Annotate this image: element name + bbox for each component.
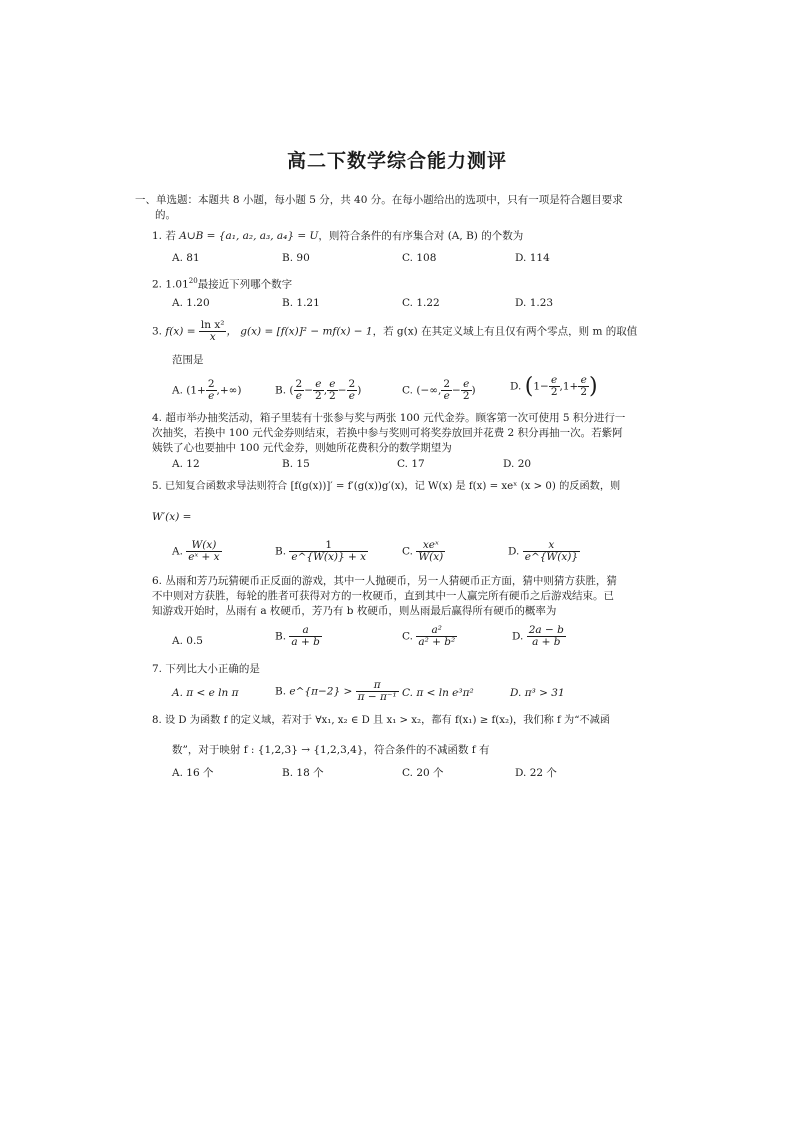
q7-option-d: D. π³ > 31 [510,687,565,699]
q6-line-2: 不中则对方获胜，每轮的胜者可获得对方的一枚硬币，直到其中一人赢完所有硬币之后游戏结束。已 [152,590,614,602]
q3-c-pre: (−∞, [416,384,442,397]
q3-d-d2: 2 [580,386,588,398]
q5-c-fraction [416,540,445,563]
q6-option-b [275,625,322,648]
q8-line-1: 8. 设 D 为函数 f 的定义域，若对于 ∀x₁, x₂ ∈ D 且 x₁ > x₂，都有 f(x₁) ≥ f(x₂)，我们称 f 为“不减函 [152,715,611,726]
q4-option-b: B. 15 [282,458,310,470]
q6-option-d-label: D. [512,630,524,643]
q7-b-num: π [356,680,399,692]
q5-option-d-label: D. [508,545,520,558]
q4-option-a: A. 12 [172,458,200,470]
q6-line-1: 6. 丛雨和芳乃玩猜硬币正反面的游戏，其中一人抛硬币，另一人猜硬币正方面，猜中则猜方获胜，猜 [152,575,617,587]
q8-option-a: A. 16 个 [172,767,214,779]
q6-d-den: a + b [532,636,561,648]
q3-a-den: e [208,390,215,402]
q3-c-frac1 [441,379,452,402]
q5-b-den: e^{W(x)} + x [291,551,367,563]
q3-b-n4: 2 [348,378,356,390]
q3-f-fraction [199,320,227,343]
q7-b-den: π − π⁻¹ [357,691,397,703]
q4-option-c: C. 17 [397,458,425,470]
q3-d-pre: 1− [533,380,549,393]
q6-b-fraction [289,625,321,648]
q3-b-n2: e [313,379,324,391]
q5-option-c [402,540,445,563]
q3-option-b-label: B. [275,384,287,397]
q5-c-den: W(x) [418,551,444,563]
q7-option-a: A. π < e ln π [172,687,239,699]
q5-line-2: W′(x) = [152,511,192,523]
q3-d-left-paren: ( [524,374,534,399]
q3-b-n3: e [327,379,338,391]
q2-option-c: C. 1.22 [402,297,440,309]
q3-f-lhs: f(x) = [165,325,196,338]
q1-option-c: C. 108 [402,252,437,264]
q3-d-n2: e [578,375,589,387]
q2-text: 最接近下列哪个数字 [197,278,293,291]
q5-d-fraction [523,540,580,563]
q3-d-n1: e [549,375,560,387]
q6-b-den: a + b [291,636,320,648]
q5-option-a-label: A. [172,545,183,558]
q3-b-d4: e [348,390,355,402]
q3-option-a-label: A. [172,384,183,397]
q5-c-num: xeˣ [416,540,445,552]
q8-line-2: 数”，对于映射 f : {1,2,3} → {1,2,3,4}，符合条件的不减函数 f 有 [172,744,490,756]
q1-pre: 若 [165,230,176,242]
q6-d-num: 2a − b [528,624,564,636]
q5-option-a [172,540,222,563]
q6-option-d [512,625,566,648]
q3-option-c-label: C. [402,384,413,397]
q3-a-pre: (1+ [186,384,206,397]
q4-line-1: 4. 超市举办抽奖活动，箱子里装有十张参与奖与两张 100 元代金券。顾客第一次可使用 5 积分进行一 [152,412,626,424]
q6-option-a: A. 0.5 [172,635,203,647]
q3-b-d2: 2 [315,390,322,402]
q3-option-d [510,375,598,398]
q6-option-c [402,625,457,648]
q5-option-b-label: B. [275,545,287,558]
q7-b-lhs: e^{π−2} > [289,685,353,698]
q7-b-fraction [356,680,399,703]
q3-number: 3. [152,325,163,338]
q6-b-num: a [289,625,321,637]
q1-post: ，则符合条件的有序集合对 (A, B) 的个数为 [318,230,524,242]
q3-b-frac3 [327,379,338,402]
q6-d-fraction [527,625,566,648]
q5-option-c-label: C. [402,545,413,558]
q5-d-den: e^{W(x)} [524,551,579,563]
q3-option-a [172,379,242,402]
q5-a-fraction [186,540,221,563]
q3-a-post: ,+∞) [216,384,242,397]
q3-f-numerator: ln x² [200,319,225,331]
q7-text: 7. 下列比大小正确的是 [152,663,260,675]
q2-option-a: A. 1.20 [172,297,210,309]
q3-b-frac4 [347,379,358,402]
q3-c-minus: − [452,384,461,397]
q4-option-d: D. 20 [503,458,532,470]
q1-number: 1. [152,230,163,242]
q3-text-2: 范围是 [172,354,204,366]
q3-c-d2: 2 [462,390,470,402]
q5-line-1: 5. 已知复合函数求导法则符合 [f(g(x))]′ = f′(g(x))g′(x)，记 W(x) 是 f(x) = xeˣ (x > 0) 的反函数，则 [152,481,621,492]
q3-b-comma: , [323,384,328,397]
question-1 [152,229,523,244]
q6-c-fraction [416,625,457,648]
q5-d-num: x [523,540,580,552]
q2-option-b: B. 1.21 [282,297,320,309]
q3-b-pre: ( [289,384,294,397]
q2-option-d: D. 1.23 [515,297,554,309]
q3-b-minus1: − [304,384,314,397]
q3-b-d1: e [295,390,302,402]
q3-c-frac2 [461,379,472,402]
q3-c-n2: e [461,379,472,391]
q3-b-frac1 [294,379,305,402]
q5-b-fraction [289,540,368,563]
q6-option-c-label: C. [402,630,413,643]
q6-c-den: a² + b² [418,636,456,648]
q3-option-c [402,379,476,402]
q3-option-b [275,379,361,402]
q7-option-b [275,680,399,703]
q3-d-frac1 [549,375,560,398]
question-2 [152,274,292,293]
q3-d-d1: 2 [550,386,558,398]
q8-option-d: D. 22 个 [515,767,557,779]
q3-option-d-label: D. [510,380,522,393]
q3-a-fraction [206,379,217,402]
q5-option-b [275,540,368,563]
q3-c-n1: 2 [443,378,451,390]
q3-d-frac2 [578,375,589,398]
q1-option-b: B. 90 [282,252,310,264]
section-heading-line2: 的。 [155,209,176,221]
q7-option-b-label: B. [275,685,287,698]
q2-exponent: 20 [188,277,198,285]
q3-a-num: 2 [207,378,215,390]
q5-a-den: eˣ + x [188,551,220,563]
q3-b-d3: 2 [329,390,336,402]
q5-a-num: W(x) [186,540,221,552]
question-3 [152,320,637,343]
q6-option-b-label: B. [275,630,287,643]
q3-d-right-paren: ) [589,374,598,399]
q5-b-num: 1 [289,540,368,552]
q3-c-post: ) [471,384,476,397]
q2-base: 1.01 [165,278,189,291]
page-title: 高二下数学综合能力测评 [286,150,507,172]
q6-line-3: 知游戏开始时，丛雨有 a 枚硬币，芳乃有 b 枚硬币，则丛雨最后赢得所有硬币的概率为 [152,605,557,617]
q3-b-frac2 [313,379,324,402]
q2-number: 2. [152,278,163,291]
q8-option-c: C. 20 个 [402,767,444,779]
q6-c-num: a² [416,625,457,637]
q3-d-mid: ,1+ [559,380,579,393]
q4-line-3: 姨铁了心也要抽中 100 元代金券，则她所花费积分的数学期望为 [152,442,452,454]
q7-option-c: C. π < ln e³π² [402,687,474,699]
q3-c-d1: e [443,390,450,402]
q8-option-b: B. 18 个 [282,767,324,779]
q3-f-denominator: x [209,331,216,343]
q3-b-minus2: − [337,384,347,397]
q1-option-d: D. 114 [515,252,550,264]
q4-line-2: 次抽奖，若换中 100 元代金券则结束，若换中参与奖则可将奖券放回并花费 2 积分再抽一次。若紫阿 [152,427,623,439]
q3-text-1: ，若 g(x) 在其定义域上有且仅有两个零点，则 m 的取值 [372,325,638,338]
section-heading-line1: 一、单选题：本题共 8 小题，每小题 5 分，共 40 分。在每小题给出的选项中，只有一项是符合题目要求 [135,194,623,206]
q5-option-d [508,540,580,563]
q3-b-n1: 2 [295,378,303,390]
q1-option-a: A. 81 [172,252,200,264]
q3-g-definition: ， g(x) = [f(x)]² − mf(x) − 1 [226,325,373,338]
q3-b-post: ) [357,384,362,397]
q1-formula: A∪B = {a₁, a₂, a₃, a₄} = U [179,230,319,242]
